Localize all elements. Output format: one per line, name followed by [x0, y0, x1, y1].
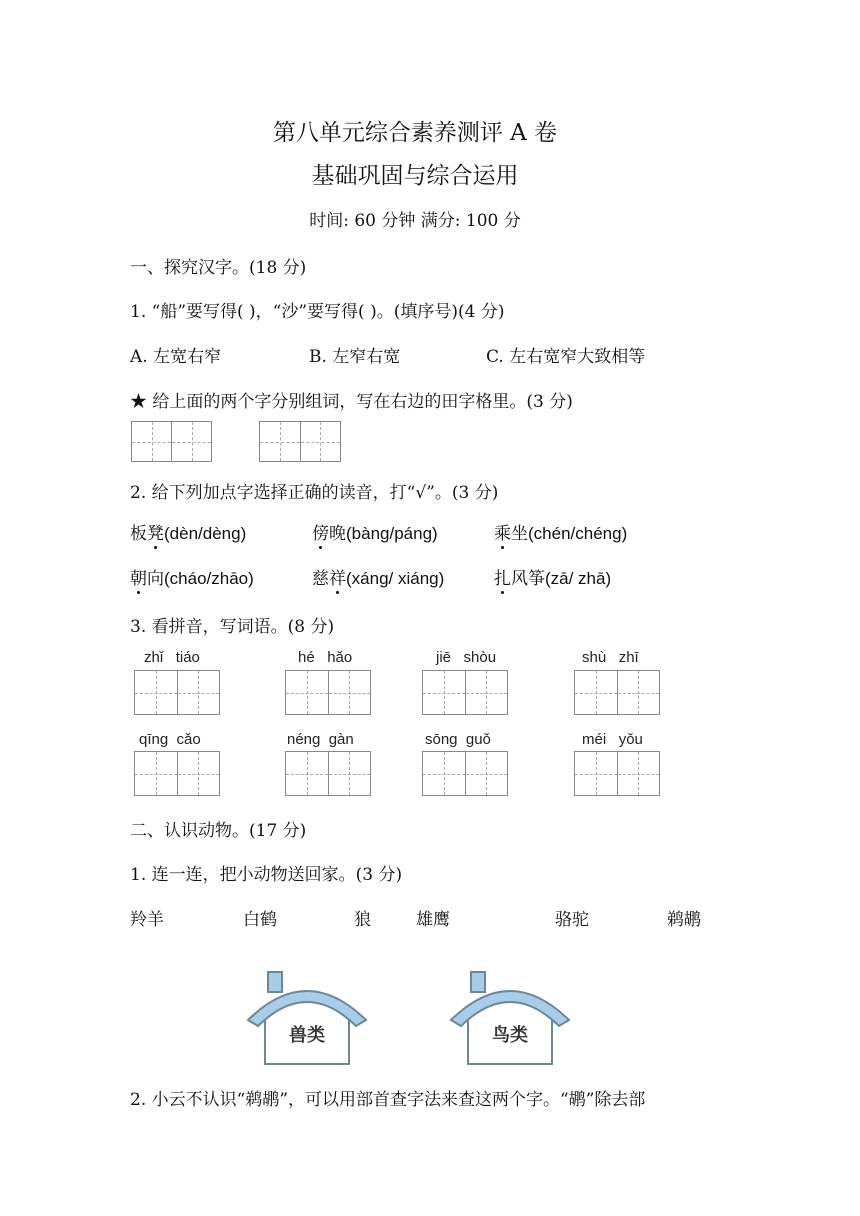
animal-word[interactable]: 骆驼: [555, 910, 589, 930]
tianzi-grid[interactable]: [285, 670, 371, 715]
pinyin-label: jiē shòu: [436, 649, 497, 666]
grid-cell[interactable]: [286, 752, 328, 795]
animal-word[interactable]: 雄鹰: [416, 910, 450, 930]
house-bird-icon[interactable]: [447, 968, 573, 1068]
page-title: 第八单元综合素养测评 A 卷: [272, 120, 558, 146]
grid-cell[interactable]: [423, 671, 465, 714]
pinyin-label: zhǐ tiáo: [144, 649, 200, 666]
option-c: C. 左右宽窄大致相等: [486, 347, 646, 367]
reading-item[interactable]: 朝向(cháo/zhāo): [130, 564, 254, 589]
reading-item[interactable]: 扎风筝(zā/ zhā): [494, 564, 611, 589]
grid-cell[interactable]: [465, 752, 508, 795]
grid-cell[interactable]: [171, 422, 211, 461]
animal-word[interactable]: 白鹤: [243, 910, 277, 930]
pinyin-label: qīng cǎo: [139, 731, 201, 748]
question-1: 1. “船”要写得( )，“沙”要写得( )。(填序号)(4 分): [130, 302, 505, 322]
grid-cell[interactable]: [575, 752, 617, 795]
grid-cell[interactable]: [135, 752, 177, 795]
grid-cell[interactable]: [575, 671, 617, 714]
exam-meta: 时间: 60 分钟 满分: 100 分: [309, 211, 521, 231]
house-label: 鸟类: [492, 1025, 528, 1046]
grid-cell[interactable]: [328, 752, 371, 795]
reading-item[interactable]: 傍晚(bàng/páng): [312, 519, 438, 544]
grid-cell[interactable]: [260, 422, 300, 461]
option-a: A. 左宽右窄: [130, 347, 222, 367]
question-2: 2. 给下列加点字选择正确的读音，打“√”。(3 分): [130, 483, 499, 503]
tianzi-grid[interactable]: [285, 751, 371, 796]
pinyin-label: néng gàn: [287, 731, 354, 748]
reading-item[interactable]: 乘坐(chén/chéng): [494, 519, 627, 544]
animal-word[interactable]: 羚羊: [130, 910, 164, 930]
house-beast-icon[interactable]: [244, 968, 370, 1068]
grid-cell[interactable]: [135, 671, 177, 714]
grid-cell[interactable]: [617, 671, 660, 714]
grid-cell[interactable]: [465, 671, 508, 714]
tianzi-grid[interactable]: [574, 670, 660, 715]
animal-word[interactable]: 狼: [354, 910, 371, 930]
grid-cell[interactable]: [132, 422, 171, 461]
section2-question-1: 1. 连一连，把小动物送回家。(3 分): [130, 865, 403, 885]
star-instruction: ★ 给上面的两个字分别组词，写在右边的田字格里。(3 分): [130, 392, 573, 412]
question-3: 3. 看拼音，写词语。(8 分): [130, 617, 335, 637]
section2-heading: 二、认识动物。(17 分): [130, 821, 307, 841]
grid-cell[interactable]: [328, 671, 371, 714]
grid-cell[interactable]: [300, 422, 341, 461]
grid-cell[interactable]: [423, 752, 465, 795]
pinyin-label: hé hǎo: [298, 649, 353, 666]
pinyin-label: méi yǒu: [582, 731, 643, 748]
tianzi-grid[interactable]: [134, 751, 220, 796]
page-subtitle: 基础巩固与综合运用: [311, 163, 519, 189]
grid-cell[interactable]: [286, 671, 328, 714]
grid-cell[interactable]: [617, 752, 660, 795]
tianzi-grid[interactable]: [422, 670, 508, 715]
grid-cell[interactable]: [177, 671, 220, 714]
tianzi-grid[interactable]: [574, 751, 660, 796]
animal-word[interactable]: 鹈鹕: [667, 910, 701, 930]
tianzi-grid[interactable]: [422, 751, 508, 796]
reading-item[interactable]: 板凳(dèn/dèng): [130, 519, 246, 544]
tianzi-grid-word-1[interactable]: [131, 421, 212, 462]
section1-heading: 一、探究汉字。(18 分): [130, 258, 307, 278]
section2-question-2: 2. 小云不认识“鹈鹕”，可以用部首查字法来查这两个字。“鹕”除去部: [130, 1090, 646, 1110]
tianzi-grid[interactable]: [134, 670, 220, 715]
house-label: 兽类: [289, 1025, 325, 1046]
grid-cell[interactable]: [177, 752, 220, 795]
reading-item[interactable]: 慈祥(xáng/ xiáng): [312, 564, 444, 589]
tianzi-grid-word-2[interactable]: [259, 421, 341, 462]
option-b: B. 左窄右宽: [309, 347, 401, 367]
pinyin-label: sōng guǒ: [425, 731, 491, 748]
pinyin-label: shù zhī: [582, 649, 639, 666]
